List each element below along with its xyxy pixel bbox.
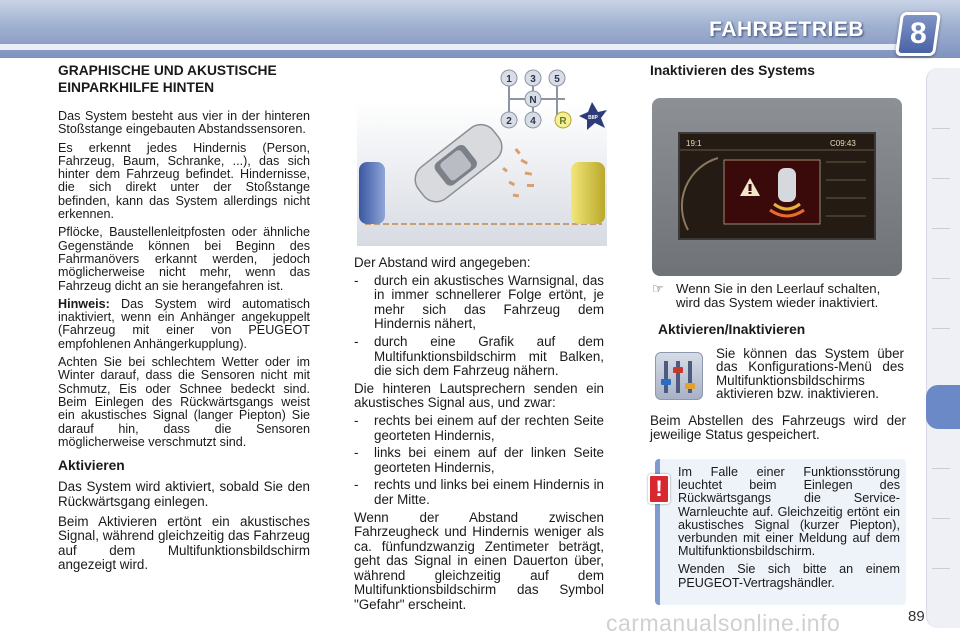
beep-label: BIIP <box>588 115 598 121</box>
hinweis-text: Das System wird automatisch inaktiviert, wenn ein Anhänger angekuppelt (Fahrzeug mit einer von PEUGEOT empfohlenen Anhängerkupplung). <box>58 296 311 351</box>
tab-divider <box>932 128 950 129</box>
gear-label: 4 <box>530 116 536 127</box>
hinweis-paragraph <box>58 298 310 351</box>
right-column <box>650 62 906 93</box>
gear-label: R <box>559 116 567 127</box>
pointing-hand-icon: ☞ <box>652 281 664 296</box>
multifunction-screen-photo <box>652 98 902 276</box>
paragraph: Die hinteren Lautsprechern senden ein akustisches Signal aus, und zwar: <box>354 380 604 411</box>
gear-label: 3 <box>530 74 536 85</box>
paragraph: Das System besteht aus vier in der hinteren Stoßstange eingebauten Abstandssensoren. <box>58 109 310 137</box>
list-item: - rechts und links bei einem Hindernis in der Mitte. <box>354 477 604 507</box>
parking-illustration <box>357 62 607 246</box>
warning-text <box>678 466 900 595</box>
header-stripe <box>0 44 900 50</box>
aktivieren-title: Aktivieren <box>58 458 125 474</box>
list-item: - rechts bei einem auf der rechten Seite georteten Hindernis, <box>354 412 604 443</box>
paragraph: Das System wird aktiviert, sobald Sie den Rückwärtsgang einlegen. <box>58 479 310 510</box>
chapter-number-badge <box>895 12 941 56</box>
chapter-number: 8 <box>909 17 927 50</box>
screen-left-readout: 19:1 <box>686 139 702 148</box>
info-note <box>652 282 904 310</box>
page-number: 89 <box>908 608 925 625</box>
paragraph: Beim Aktivieren ertönt ein akustisches Signal, während gleichzeitig das Fahrzeug auf dem Multifunktionsbildschirm angezeigt wird. <box>58 513 310 573</box>
aktivieren-inaktivieren-title: Aktivieren/Inaktivieren <box>658 322 806 337</box>
tab-divider <box>932 278 950 279</box>
screen-display <box>678 132 876 240</box>
rear-parked-car <box>359 162 385 224</box>
gear-label: 5 <box>554 74 560 85</box>
list-item: - links bei einem auf der linken Seite georteten Hindernis, <box>354 445 604 475</box>
list-item: - durch eine Grafik auf dem Multifunktionsbildschirm mit Balken, die sich dem Fahrzeug nähern. <box>354 333 604 379</box>
screen-graphic <box>680 134 874 238</box>
note-text: Wenn Sie in den Leerlauf schalten, wird das System wieder inaktiviert. <box>676 281 881 310</box>
tab-divider <box>932 228 950 229</box>
tab-divider <box>932 328 950 329</box>
tab-divider <box>932 178 950 179</box>
section-title: Inaktivieren des Systems <box>650 63 815 78</box>
gear-label: N <box>529 95 537 106</box>
front-parked-car <box>571 162 605 224</box>
hinweis-label: Hinweis: <box>58 296 110 311</box>
screen-time: C09:43 <box>830 139 856 148</box>
chapter-tab-strip <box>926 68 960 628</box>
paragraph: Achten Sie bei schlechtem Wetter oder im Winter darauf, dass die Sensoren nicht mit Schmutz, Eis oder Schnee bedeckt sind. Beim Einlegen des Rückwärtsgangs weist ein akustisches Signal (langer Piepton) Sie darauf hin, dass die Sensoren möglicherweise verschmutzt sind. <box>58 355 310 449</box>
tab-divider <box>932 568 950 569</box>
ai-paragraph-2: Beim Abstellen des Fahrzeugs wird der jeweilige Status gespeichert. <box>650 413 906 443</box>
paragraph: Es erkennt jedes Hindernis (Person, Fahrzeug, Baum, Schranke, ...), das sich hinter dem Fahrzeug befindet. Hindernisse, die sich direkt unter der Stoßstange befinden, kann das System allerdings nicht erkennen. <box>58 140 310 222</box>
chapter-title: FAHRBETRIEB <box>709 18 864 41</box>
paragraph: Wenn der Abstand zwischen Fahrzeugheck und Hindernis weniger als ca. fünfundzwanzig Zentimeter beträgt, geht das Signal in einen Dauerton über, während gleichzeitig auf dem Multifunktionsbildschirm das Symbol "Gefahr" erscheint. <box>354 509 604 613</box>
warning-icon: ! <box>648 474 670 504</box>
configuration-menu-icon <box>655 352 703 400</box>
tab-divider <box>932 518 950 519</box>
gear-label: 2 <box>506 116 512 127</box>
section-title: GRAPHISCHE UND AKUSTISCHE EINPARKHILFE HINTEN <box>58 63 277 95</box>
gear-label: 1 <box>506 74 512 85</box>
page-header <box>0 0 960 58</box>
ai-paragraph: Sie können das System über das Konfigurations-Menü des Multifunktionsbildschirms aktivieren bzw. inaktivieren. <box>716 346 904 402</box>
middle-column <box>354 256 604 616</box>
warning-paragraph: Im Falle einer Funktionsstörung leuchtet beim Einlegen des Rückwärtsgangs die Service-Warnleuchte auf. Gleichzeitig ertönt ein akustisches Signal (kurzer Piepton), verbunden mit einer Meldung auf dem Multifunktionsbildschirm. <box>678 465 900 559</box>
watermark: carmanualsonline.info <box>606 610 841 636</box>
warning-paragraph: Wenden Sie sich bitte an einem PEUGEOT-Vertragshändler. <box>678 562 900 590</box>
tab-divider <box>932 468 950 469</box>
paragraph: Der Abstand wird angegeben: <box>354 255 531 270</box>
paragraph: Pflöcke, Baustellenleitpfosten oder ähnliche Gegenstände können bei Beginn des Fahrmanövers erkannt werden, jedoch möglicherweise nicht mehr, wenn das Fahrzeug dicht an sie herangefahren ist. <box>58 225 310 293</box>
parking-diagram <box>357 62 607 246</box>
active-chapter-tab[interactable] <box>926 385 960 429</box>
list-item: - durch ein akustisches Warnsignal, das in immer schnellerer Folge ertönt, je mehr sich das Fahrzeug dem Hindernis nähert, <box>354 272 604 332</box>
car-top-view-icon <box>778 168 796 202</box>
left-column <box>58 62 310 578</box>
